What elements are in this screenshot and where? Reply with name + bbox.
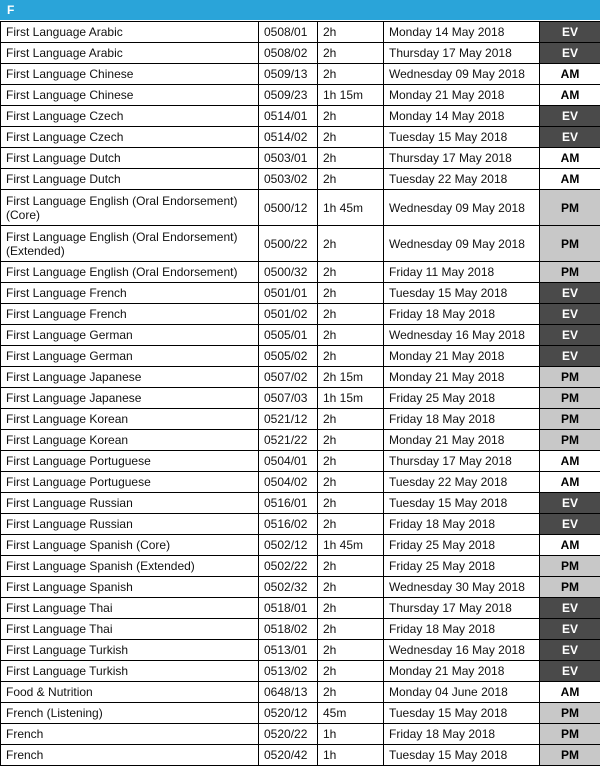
session-badge: EV bbox=[540, 661, 600, 682]
date-cell: Tuesday 15 May 2018 bbox=[384, 283, 540, 304]
session-badge: AM bbox=[540, 148, 600, 169]
date-cell: Friday 18 May 2018 bbox=[384, 724, 540, 745]
date-cell: Friday 25 May 2018 bbox=[384, 556, 540, 577]
subject-cell: First Language Korean bbox=[1, 430, 259, 451]
duration-cell: 2h bbox=[318, 451, 384, 472]
subject-cell: First Language Spanish (Core) bbox=[1, 535, 259, 556]
table-row bbox=[1, 640, 600, 661]
code-cell: 0500/22 bbox=[259, 226, 318, 262]
date-cell: Tuesday 22 May 2018 bbox=[384, 169, 540, 190]
duration-cell: 2h bbox=[318, 682, 384, 703]
duration-cell: 2h bbox=[318, 619, 384, 640]
session-badge: AM bbox=[540, 169, 600, 190]
date-cell: Wednesday 16 May 2018 bbox=[384, 640, 540, 661]
session-badge: EV bbox=[540, 640, 600, 661]
subject-cell: First Language Portuguese bbox=[1, 472, 259, 493]
exam-timetable bbox=[0, 21, 600, 766]
subject-cell: First Language Japanese bbox=[1, 367, 259, 388]
session-badge: EV bbox=[540, 283, 600, 304]
subject-cell: First Language Russian bbox=[1, 514, 259, 535]
session-badge: PM bbox=[540, 409, 600, 430]
table-row bbox=[1, 346, 600, 367]
code-cell: 0503/01 bbox=[259, 148, 318, 169]
duration-cell: 2h bbox=[318, 325, 384, 346]
duration-cell: 45m bbox=[318, 703, 384, 724]
code-cell: 0507/03 bbox=[259, 388, 318, 409]
subject-cell: First Language Dutch bbox=[1, 169, 259, 190]
date-cell: Wednesday 09 May 2018 bbox=[384, 64, 540, 85]
session-badge: PM bbox=[540, 556, 600, 577]
session-badge: EV bbox=[540, 619, 600, 640]
session-badge: PM bbox=[540, 226, 600, 262]
session-badge: PM bbox=[540, 367, 600, 388]
subject-cell: First Language German bbox=[1, 325, 259, 346]
subject-cell: First Language English (Oral Endorsement) bbox=[1, 262, 259, 283]
duration-cell: 1h 15m bbox=[318, 85, 384, 106]
timetable-body bbox=[1, 22, 600, 766]
subject-cell: French bbox=[1, 745, 259, 766]
subject-cell: First Language Czech bbox=[1, 106, 259, 127]
subject-cell: First Language Russian bbox=[1, 493, 259, 514]
date-cell: Friday 11 May 2018 bbox=[384, 262, 540, 283]
code-cell: 0521/12 bbox=[259, 409, 318, 430]
subject-cell: Food & Nutrition bbox=[1, 682, 259, 703]
date-cell: Monday 21 May 2018 bbox=[384, 430, 540, 451]
table-row bbox=[1, 388, 600, 409]
code-cell: 0505/01 bbox=[259, 325, 318, 346]
subject-cell: First Language French bbox=[1, 283, 259, 304]
code-cell: 0508/02 bbox=[259, 43, 318, 64]
code-cell: 0500/32 bbox=[259, 262, 318, 283]
subject-cell: First Language Czech bbox=[1, 127, 259, 148]
subject-cell: First Language Thai bbox=[1, 619, 259, 640]
duration-cell: 2h bbox=[318, 106, 384, 127]
duration-cell: 1h 45m bbox=[318, 190, 384, 226]
date-cell: Wednesday 09 May 2018 bbox=[384, 226, 540, 262]
table-row bbox=[1, 64, 600, 85]
session-badge: EV bbox=[540, 304, 600, 325]
subject-cell: First Language Arabic bbox=[1, 22, 259, 43]
subject-cell: First Language Spanish bbox=[1, 577, 259, 598]
code-cell: 0509/23 bbox=[259, 85, 318, 106]
code-cell: 0503/02 bbox=[259, 169, 318, 190]
subject-cell: First Language Portuguese bbox=[1, 451, 259, 472]
code-cell: 0518/02 bbox=[259, 619, 318, 640]
table-row bbox=[1, 577, 600, 598]
session-badge: AM bbox=[540, 85, 600, 106]
table-row bbox=[1, 556, 600, 577]
duration-cell: 2h bbox=[318, 661, 384, 682]
subject-cell: First Language Turkish bbox=[1, 640, 259, 661]
date-cell: Thursday 17 May 2018 bbox=[384, 43, 540, 64]
session-badge: EV bbox=[540, 43, 600, 64]
session-badge: EV bbox=[540, 514, 600, 535]
duration-cell: 2h bbox=[318, 409, 384, 430]
duration-cell: 2h bbox=[318, 577, 384, 598]
session-badge: PM bbox=[540, 262, 600, 283]
code-cell: 0507/02 bbox=[259, 367, 318, 388]
subject-cell: First Language German bbox=[1, 346, 259, 367]
code-cell: 0516/02 bbox=[259, 514, 318, 535]
session-badge: PM bbox=[540, 190, 600, 226]
session-badge: AM bbox=[540, 451, 600, 472]
duration-cell: 2h bbox=[318, 127, 384, 148]
duration-cell: 2h bbox=[318, 226, 384, 262]
date-cell: Monday 21 May 2018 bbox=[384, 367, 540, 388]
table-row bbox=[1, 169, 600, 190]
duration-cell: 2h bbox=[318, 43, 384, 64]
duration-cell: 2h bbox=[318, 304, 384, 325]
duration-cell: 2h bbox=[318, 22, 384, 43]
table-row bbox=[1, 43, 600, 64]
code-cell: 0501/01 bbox=[259, 283, 318, 304]
table-row bbox=[1, 724, 600, 745]
table-row bbox=[1, 535, 600, 556]
code-cell: 0504/01 bbox=[259, 451, 318, 472]
table-row bbox=[1, 514, 600, 535]
duration-cell: 2h bbox=[318, 598, 384, 619]
duration-cell: 2h bbox=[318, 430, 384, 451]
code-cell: 0508/01 bbox=[259, 22, 318, 43]
table-row bbox=[1, 106, 600, 127]
date-cell: Tuesday 22 May 2018 bbox=[384, 472, 540, 493]
session-badge: PM bbox=[540, 577, 600, 598]
code-cell: 0502/32 bbox=[259, 577, 318, 598]
table-row bbox=[1, 682, 600, 703]
code-cell: 0514/01 bbox=[259, 106, 318, 127]
table-row bbox=[1, 451, 600, 472]
date-cell: Friday 25 May 2018 bbox=[384, 388, 540, 409]
date-cell: Thursday 17 May 2018 bbox=[384, 598, 540, 619]
subject-cell: First Language Dutch bbox=[1, 148, 259, 169]
subject-cell: First Language Chinese bbox=[1, 64, 259, 85]
subject-cell: First Language English (Oral Endorsement) (Extended) bbox=[1, 226, 259, 262]
date-cell: Monday 14 May 2018 bbox=[384, 22, 540, 43]
duration-cell: 2h bbox=[318, 148, 384, 169]
subject-cell: First Language Korean bbox=[1, 409, 259, 430]
date-cell: Tuesday 15 May 2018 bbox=[384, 493, 540, 514]
subject-cell: First Language Turkish bbox=[1, 661, 259, 682]
session-badge: EV bbox=[540, 106, 600, 127]
code-cell: 0500/12 bbox=[259, 190, 318, 226]
table-row bbox=[1, 409, 600, 430]
table-row bbox=[1, 127, 600, 148]
duration-cell: 2h bbox=[318, 346, 384, 367]
date-cell: Tuesday 15 May 2018 bbox=[384, 745, 540, 766]
date-cell: Friday 18 May 2018 bbox=[384, 514, 540, 535]
code-cell: 0521/22 bbox=[259, 430, 318, 451]
session-badge: EV bbox=[540, 22, 600, 43]
table-row bbox=[1, 148, 600, 169]
code-cell: 0502/22 bbox=[259, 556, 318, 577]
code-cell: 0513/02 bbox=[259, 661, 318, 682]
duration-cell: 1h bbox=[318, 724, 384, 745]
table-row bbox=[1, 619, 600, 640]
date-cell: Monday 21 May 2018 bbox=[384, 661, 540, 682]
code-cell: 0518/01 bbox=[259, 598, 318, 619]
date-cell: Monday 14 May 2018 bbox=[384, 106, 540, 127]
date-cell: Wednesday 09 May 2018 bbox=[384, 190, 540, 226]
table-row bbox=[1, 325, 600, 346]
session-badge: EV bbox=[540, 127, 600, 148]
subject-cell: First Language English (Oral Endorsement) (Core) bbox=[1, 190, 259, 226]
table-row bbox=[1, 283, 600, 304]
duration-cell: 2h bbox=[318, 283, 384, 304]
date-cell: Monday 21 May 2018 bbox=[384, 346, 540, 367]
code-cell: 0504/02 bbox=[259, 472, 318, 493]
table-row bbox=[1, 661, 600, 682]
code-cell: 0502/12 bbox=[259, 535, 318, 556]
subject-cell: First Language Thai bbox=[1, 598, 259, 619]
date-cell: Friday 18 May 2018 bbox=[384, 619, 540, 640]
code-cell: 0648/13 bbox=[259, 682, 318, 703]
session-badge: PM bbox=[540, 388, 600, 409]
session-badge: EV bbox=[540, 598, 600, 619]
date-cell: Wednesday 30 May 2018 bbox=[384, 577, 540, 598]
subject-cell: First Language French bbox=[1, 304, 259, 325]
table-row bbox=[1, 472, 600, 493]
session-badge: PM bbox=[540, 703, 600, 724]
table-row bbox=[1, 493, 600, 514]
date-cell: Friday 18 May 2018 bbox=[384, 304, 540, 325]
duration-cell: 2h bbox=[318, 169, 384, 190]
duration-cell: 1h 15m bbox=[318, 388, 384, 409]
date-cell: Thursday 17 May 2018 bbox=[384, 451, 540, 472]
date-cell: Friday 25 May 2018 bbox=[384, 535, 540, 556]
session-badge: AM bbox=[540, 472, 600, 493]
duration-cell: 2h bbox=[318, 556, 384, 577]
date-cell: Thursday 17 May 2018 bbox=[384, 148, 540, 169]
table-row bbox=[1, 262, 600, 283]
session-badge: EV bbox=[540, 493, 600, 514]
code-cell: 0513/01 bbox=[259, 640, 318, 661]
duration-cell: 2h bbox=[318, 493, 384, 514]
date-cell: Tuesday 15 May 2018 bbox=[384, 703, 540, 724]
code-cell: 0514/02 bbox=[259, 127, 318, 148]
session-badge: AM bbox=[540, 535, 600, 556]
code-cell: 0501/02 bbox=[259, 304, 318, 325]
code-cell: 0520/42 bbox=[259, 745, 318, 766]
session-badge: PM bbox=[540, 724, 600, 745]
session-badge: AM bbox=[540, 64, 600, 85]
session-badge: EV bbox=[540, 346, 600, 367]
date-cell: Tuesday 15 May 2018 bbox=[384, 127, 540, 148]
section-header: F bbox=[0, 0, 600, 21]
duration-cell: 2h bbox=[318, 472, 384, 493]
table-row bbox=[1, 430, 600, 451]
table-row bbox=[1, 85, 600, 106]
code-cell: 0520/22 bbox=[259, 724, 318, 745]
duration-cell: 1h bbox=[318, 745, 384, 766]
session-badge: PM bbox=[540, 745, 600, 766]
table-row bbox=[1, 226, 600, 262]
table-row bbox=[1, 304, 600, 325]
table-row bbox=[1, 703, 600, 724]
subject-cell: First Language Spanish (Extended) bbox=[1, 556, 259, 577]
code-cell: 0516/01 bbox=[259, 493, 318, 514]
duration-cell: 2h bbox=[318, 514, 384, 535]
duration-cell: 2h bbox=[318, 64, 384, 85]
subject-cell: First Language Arabic bbox=[1, 43, 259, 64]
session-badge: PM bbox=[540, 430, 600, 451]
date-cell: Friday 18 May 2018 bbox=[384, 409, 540, 430]
duration-cell: 2h bbox=[318, 640, 384, 661]
duration-cell: 1h 45m bbox=[318, 535, 384, 556]
table-row bbox=[1, 745, 600, 766]
date-cell: Monday 21 May 2018 bbox=[384, 85, 540, 106]
table-row bbox=[1, 190, 600, 226]
session-badge: AM bbox=[540, 682, 600, 703]
date-cell: Wednesday 16 May 2018 bbox=[384, 325, 540, 346]
duration-cell: 2h bbox=[318, 262, 384, 283]
code-cell: 0509/13 bbox=[259, 64, 318, 85]
date-cell: Monday 04 June 2018 bbox=[384, 682, 540, 703]
table-row bbox=[1, 367, 600, 388]
subject-cell: French bbox=[1, 724, 259, 745]
subject-cell: French (Listening) bbox=[1, 703, 259, 724]
code-cell: 0505/02 bbox=[259, 346, 318, 367]
code-cell: 0520/12 bbox=[259, 703, 318, 724]
table-row bbox=[1, 22, 600, 43]
duration-cell: 2h 15m bbox=[318, 367, 384, 388]
session-badge: EV bbox=[540, 325, 600, 346]
table-row bbox=[1, 598, 600, 619]
subject-cell: First Language Chinese bbox=[1, 85, 259, 106]
subject-cell: First Language Japanese bbox=[1, 388, 259, 409]
